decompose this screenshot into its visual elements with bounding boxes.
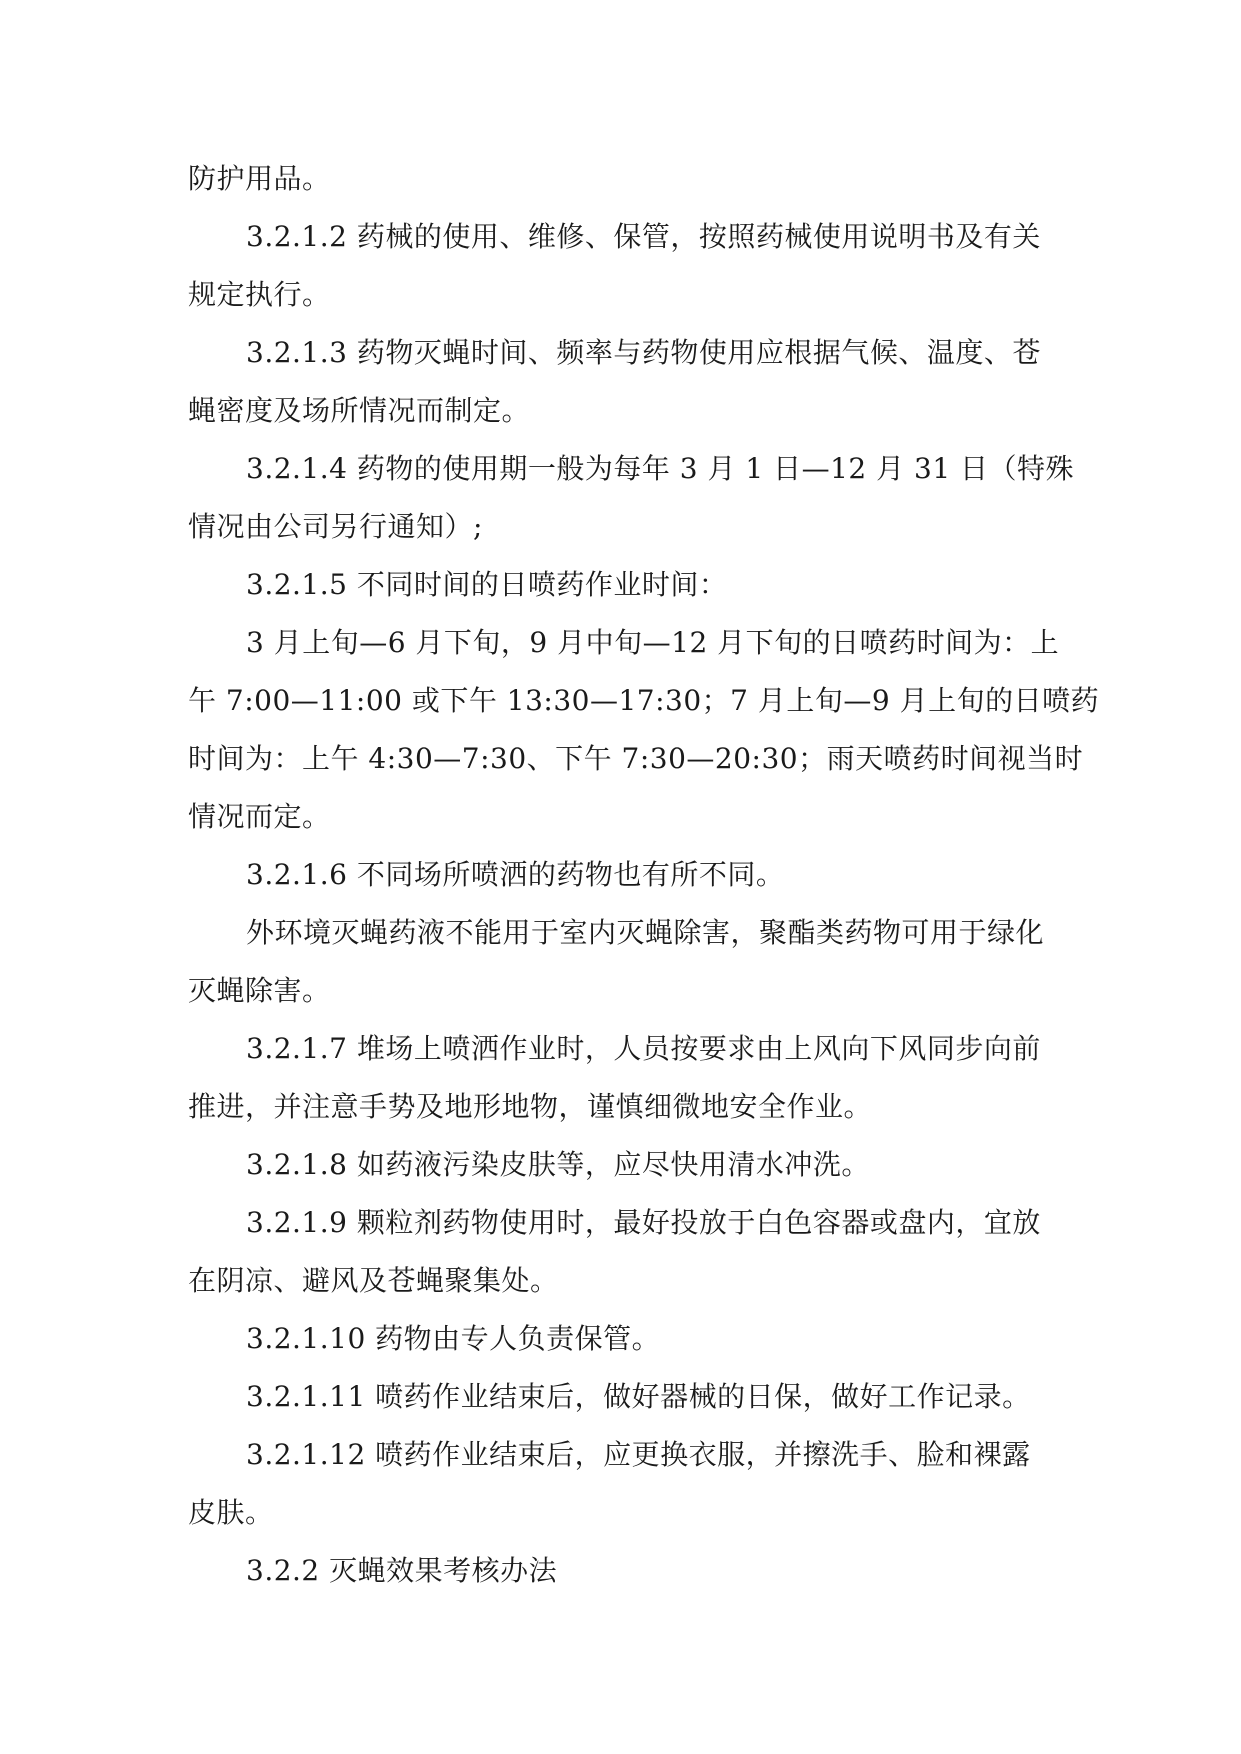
text-line: 推进，并注意手势及地形地物，谨慎细微地安全作业。 xyxy=(188,1090,873,1123)
text-line: 3.2.1.9 颗粒剂药物使用时，最好投放于白色容器或盘内，宜放 xyxy=(246,1206,1041,1239)
document-body xyxy=(188,150,1100,1600)
text-line: 情况由公司另行通知）; xyxy=(188,510,483,543)
text-line: 防护用品。 xyxy=(188,162,331,195)
text-line: 外环境灭蝇药液不能用于室内灭蝇除害，聚酯类药物可用于绿化 xyxy=(246,916,1045,949)
text-line: 在阴凉、避风及苍蝇聚集处。 xyxy=(188,1264,559,1297)
text-line: 情况而定。 xyxy=(188,800,331,833)
text-line: 3.2.1.3 药物灭蝇时间、频率与药物使用应根据气候、温度、苍 xyxy=(246,336,1041,369)
text-line: 时间为：上午 4:30—7:30、下午 7:30—20:30；雨天喷药时间视当时 xyxy=(188,742,1084,775)
text-line: 3.2.1.2 药械的使用、维修、保管，按照药械使用说明书及有关 xyxy=(246,220,1041,253)
text-line: 3.2.1.8 如药液污染皮肤等，应尽快用清水冲洗。 xyxy=(246,1148,870,1181)
text-line: 3.2.1.6 不同场所喷洒的药物也有所不同。 xyxy=(246,858,785,891)
text-line: 3.2.1.10 药物由专人负责保管。 xyxy=(246,1322,661,1355)
section-heading: 3.2.2 灭蝇效果考核办法 xyxy=(246,1554,558,1587)
text-line: 3 月上旬—6 月下旬，9 月中旬—12 月下旬的日喷药时间为：上 xyxy=(246,626,1060,659)
text-line: 午 7:00—11:00 或下午 13:30—17:30；7 月上旬—9 月上旬的日喷药 xyxy=(188,684,1100,717)
text-line: 3.2.1.5 不同时间的日喷药作业时间： xyxy=(246,568,728,601)
text-line: 规定执行。 xyxy=(188,278,331,311)
text-line: 3.2.1.11 喷药作业结束后，做好器械的日保，做好工作记录。 xyxy=(246,1380,1031,1413)
text-line: 3.2.1.12 喷药作业结束后，应更换衣服，并擦洗手、脸和裸露 xyxy=(246,1438,1031,1471)
text-line: 蝇密度及场所情况而制定。 xyxy=(188,394,531,427)
text-line: 3.2.1.7 堆场上喷洒作业时，人员按要求由上风向下风同步向前 xyxy=(246,1032,1041,1065)
text-line: 3.2.1.4 药物的使用期一般为每年 3 月 1 日—12 月 31 日（特殊 xyxy=(246,452,1075,485)
text-line: 灭蝇除害。 xyxy=(188,974,331,1007)
text-line: 皮肤。 xyxy=(188,1496,274,1529)
